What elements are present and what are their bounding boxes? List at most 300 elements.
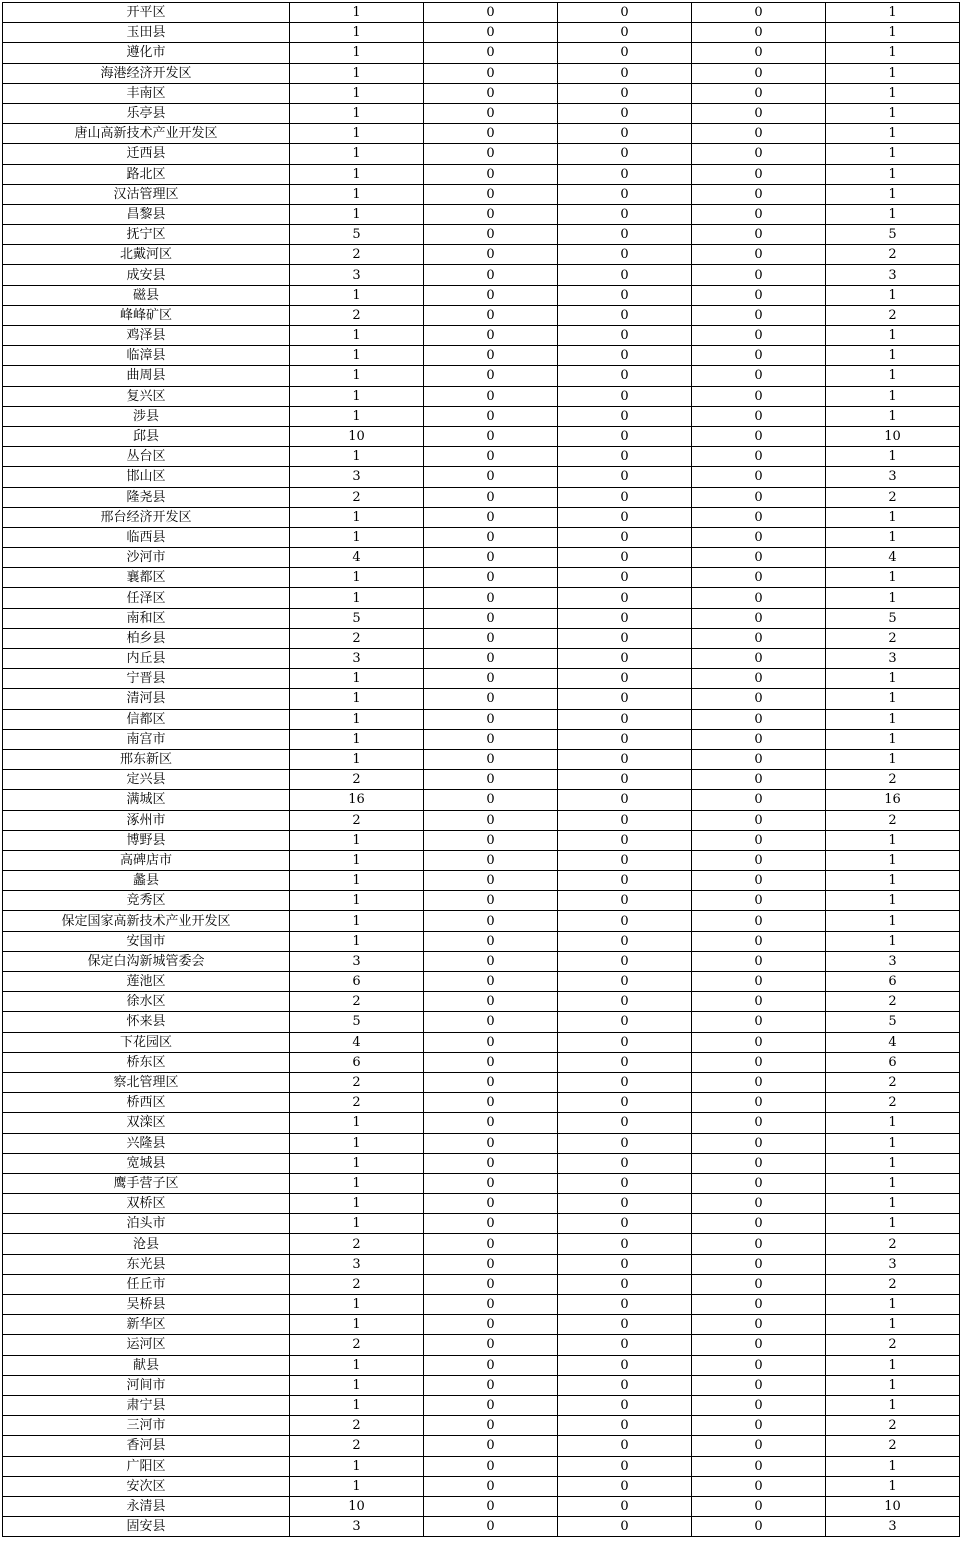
- region-name-cell: 东光县: [3, 1254, 290, 1274]
- count-col-3-cell: 0: [558, 669, 692, 689]
- region-name-cell: 成安县: [3, 265, 290, 285]
- table-row: [3, 770, 960, 790]
- count-col-1-cell: 2: [290, 992, 424, 1012]
- total-cell: 1: [826, 507, 960, 527]
- count-col-3-cell: 0: [558, 689, 692, 709]
- count-col-2-cell: 0: [424, 1436, 558, 1456]
- table-row: [3, 1113, 960, 1133]
- table-row: [3, 1517, 960, 1537]
- region-name-cell: 隆尧县: [3, 487, 290, 507]
- table-row: [3, 689, 960, 709]
- count-col-3-cell: 0: [558, 124, 692, 144]
- region-name-cell: 广阳区: [3, 1456, 290, 1476]
- count-col-2-cell: 0: [424, 709, 558, 729]
- count-col-4-cell: 0: [692, 992, 826, 1012]
- region-name-cell: 桥西区: [3, 1093, 290, 1113]
- table-row: [3, 23, 960, 43]
- count-col-2-cell: 0: [424, 1375, 558, 1395]
- count-col-3-cell: 0: [558, 366, 692, 386]
- region-name-cell: 邱县: [3, 426, 290, 446]
- total-cell: 1: [826, 669, 960, 689]
- count-col-4-cell: 0: [692, 447, 826, 467]
- table-row: [3, 608, 960, 628]
- table-row: [3, 43, 960, 63]
- count-col-4-cell: 0: [692, 891, 826, 911]
- count-col-2-cell: 0: [424, 1113, 558, 1133]
- table-row: [3, 447, 960, 467]
- count-col-4-cell: 0: [692, 709, 826, 729]
- region-name-cell: 丛台区: [3, 447, 290, 467]
- count-col-2-cell: 0: [424, 1012, 558, 1032]
- count-col-2-cell: 0: [424, 568, 558, 588]
- table-row: [3, 1476, 960, 1496]
- count-col-3-cell: 0: [558, 972, 692, 992]
- count-col-2-cell: 0: [424, 366, 558, 386]
- count-col-2-cell: 0: [424, 406, 558, 426]
- count-col-2-cell: 0: [424, 669, 558, 689]
- table-row: [3, 1416, 960, 1436]
- region-name-cell: 保定国家高新技术产业开发区: [3, 911, 290, 931]
- region-name-cell: 昌黎县: [3, 204, 290, 224]
- region-name-cell: 蠡县: [3, 871, 290, 891]
- count-col-3-cell: 0: [558, 1153, 692, 1173]
- count-col-4-cell: 0: [692, 1113, 826, 1133]
- table-row: [3, 1133, 960, 1153]
- table-row: [3, 951, 960, 971]
- count-col-1-cell: 1: [290, 689, 424, 709]
- count-col-1-cell: 1: [290, 1194, 424, 1214]
- total-cell: 1: [826, 1194, 960, 1214]
- total-cell: 2: [826, 992, 960, 1012]
- table-row: [3, 467, 960, 487]
- count-col-1-cell: 2: [290, 1274, 424, 1294]
- region-name-cell: 宁晋县: [3, 669, 290, 689]
- count-col-3-cell: 0: [558, 1072, 692, 1092]
- count-col-4-cell: 0: [692, 1517, 826, 1537]
- count-col-1-cell: 4: [290, 1032, 424, 1052]
- table-row: [3, 749, 960, 769]
- count-col-4-cell: 0: [692, 406, 826, 426]
- count-col-3-cell: 0: [558, 1194, 692, 1214]
- count-col-1-cell: 16: [290, 790, 424, 810]
- count-col-4-cell: 0: [692, 507, 826, 527]
- count-col-2-cell: 0: [424, 992, 558, 1012]
- table-row: [3, 265, 960, 285]
- region-name-cell: 新华区: [3, 1315, 290, 1335]
- table-row: [3, 1254, 960, 1274]
- count-col-3-cell: 0: [558, 951, 692, 971]
- region-name-cell: 桥东区: [3, 1052, 290, 1072]
- count-col-3-cell: 0: [558, 63, 692, 83]
- region-name-cell: 定兴县: [3, 770, 290, 790]
- total-cell: 2: [826, 1335, 960, 1355]
- count-col-1-cell: 1: [290, 669, 424, 689]
- total-cell: 2: [826, 770, 960, 790]
- total-cell: 1: [826, 689, 960, 709]
- count-col-4-cell: 0: [692, 184, 826, 204]
- count-col-3-cell: 0: [558, 568, 692, 588]
- total-cell: 5: [826, 1012, 960, 1032]
- count-col-3-cell: 0: [558, 386, 692, 406]
- total-cell: 1: [826, 144, 960, 164]
- count-col-1-cell: 1: [290, 366, 424, 386]
- count-col-4-cell: 0: [692, 1496, 826, 1516]
- count-col-1-cell: 10: [290, 426, 424, 446]
- count-col-3-cell: 0: [558, 23, 692, 43]
- count-col-3-cell: 0: [558, 1436, 692, 1456]
- table-row: [3, 63, 960, 83]
- count-col-1-cell: 1: [290, 346, 424, 366]
- count-col-1-cell: 1: [290, 1476, 424, 1496]
- count-col-4-cell: 0: [692, 810, 826, 830]
- total-cell: 1: [826, 164, 960, 184]
- count-col-4-cell: 0: [692, 63, 826, 83]
- table-row: [3, 1395, 960, 1415]
- count-col-4-cell: 0: [692, 850, 826, 870]
- count-col-3-cell: 0: [558, 1173, 692, 1193]
- count-col-3-cell: 0: [558, 467, 692, 487]
- count-col-3-cell: 0: [558, 1234, 692, 1254]
- count-col-4-cell: 0: [692, 467, 826, 487]
- count-col-4-cell: 0: [692, 588, 826, 608]
- total-cell: 1: [826, 1456, 960, 1476]
- count-col-3-cell: 0: [558, 608, 692, 628]
- total-cell: 5: [826, 608, 960, 628]
- table-row: [3, 487, 960, 507]
- region-name-cell: 襄都区: [3, 568, 290, 588]
- count-col-1-cell: 1: [290, 285, 424, 305]
- count-col-4-cell: 0: [692, 1335, 826, 1355]
- count-col-2-cell: 0: [424, 467, 558, 487]
- count-col-4-cell: 0: [692, 1234, 826, 1254]
- total-cell: 2: [826, 1436, 960, 1456]
- count-col-3-cell: 0: [558, 790, 692, 810]
- region-name-cell: 内丘县: [3, 649, 290, 669]
- total-cell: 1: [826, 23, 960, 43]
- count-col-1-cell: 1: [290, 406, 424, 426]
- region-name-cell: 柏乡县: [3, 628, 290, 648]
- total-cell: 1: [826, 588, 960, 608]
- count-col-2-cell: 0: [424, 972, 558, 992]
- count-col-3-cell: 0: [558, 830, 692, 850]
- count-col-2-cell: 0: [424, 1153, 558, 1173]
- count-col-3-cell: 0: [558, 3, 692, 23]
- count-col-2-cell: 0: [424, 1395, 558, 1415]
- total-cell: 3: [826, 1254, 960, 1274]
- count-col-1-cell: 2: [290, 1436, 424, 1456]
- table-row: [3, 346, 960, 366]
- table-row: [3, 225, 960, 245]
- count-col-1-cell: 1: [290, 1173, 424, 1193]
- count-col-1-cell: 3: [290, 467, 424, 487]
- count-col-4-cell: 0: [692, 346, 826, 366]
- region-name-cell: 三河市: [3, 1416, 290, 1436]
- count-col-1-cell: 6: [290, 972, 424, 992]
- count-col-1-cell: 2: [290, 245, 424, 265]
- count-col-2-cell: 0: [424, 326, 558, 346]
- table-row: [3, 992, 960, 1012]
- count-col-2-cell: 0: [424, 1052, 558, 1072]
- total-cell: 1: [826, 386, 960, 406]
- count-col-3-cell: 0: [558, 426, 692, 446]
- count-col-1-cell: 1: [290, 931, 424, 951]
- region-name-cell: 北戴河区: [3, 245, 290, 265]
- count-col-1-cell: 2: [290, 1335, 424, 1355]
- total-cell: 3: [826, 951, 960, 971]
- region-name-cell: 下花园区: [3, 1032, 290, 1052]
- table-row: [3, 184, 960, 204]
- count-col-3-cell: 0: [558, 729, 692, 749]
- total-cell: 16: [826, 790, 960, 810]
- total-cell: 1: [826, 124, 960, 144]
- count-col-1-cell: 1: [290, 1395, 424, 1415]
- total-cell: 6: [826, 1052, 960, 1072]
- region-name-cell: 邯山区: [3, 467, 290, 487]
- count-col-2-cell: 0: [424, 689, 558, 709]
- count-col-2-cell: 0: [424, 124, 558, 144]
- count-col-4-cell: 0: [692, 103, 826, 123]
- table-row: [3, 709, 960, 729]
- total-cell: 3: [826, 1517, 960, 1537]
- region-name-cell: 徐水区: [3, 992, 290, 1012]
- count-col-2-cell: 0: [424, 144, 558, 164]
- count-col-2-cell: 0: [424, 1133, 558, 1153]
- total-cell: 6: [826, 972, 960, 992]
- count-col-4-cell: 0: [692, 770, 826, 790]
- total-cell: 2: [826, 487, 960, 507]
- count-col-2-cell: 0: [424, 931, 558, 951]
- count-col-1-cell: 10: [290, 1496, 424, 1516]
- region-name-cell: 邢东新区: [3, 749, 290, 769]
- count-col-1-cell: 1: [290, 164, 424, 184]
- count-col-1-cell: 3: [290, 265, 424, 285]
- count-col-1-cell: 1: [290, 729, 424, 749]
- count-col-3-cell: 0: [558, 588, 692, 608]
- region-name-cell: 玉田县: [3, 23, 290, 43]
- count-col-2-cell: 0: [424, 871, 558, 891]
- count-col-2-cell: 0: [424, 608, 558, 628]
- count-col-4-cell: 0: [692, 144, 826, 164]
- count-col-2-cell: 0: [424, 911, 558, 931]
- count-col-4-cell: 0: [692, 548, 826, 568]
- table-row: [3, 1315, 960, 1335]
- total-cell: 3: [826, 265, 960, 285]
- count-col-3-cell: 0: [558, 709, 692, 729]
- total-cell: 1: [826, 850, 960, 870]
- count-col-1-cell: 1: [290, 1355, 424, 1375]
- table-row: [3, 103, 960, 123]
- count-col-2-cell: 0: [424, 628, 558, 648]
- total-cell: 1: [826, 63, 960, 83]
- count-col-4-cell: 0: [692, 1052, 826, 1072]
- count-col-1-cell: 2: [290, 305, 424, 325]
- total-cell: 1: [826, 1295, 960, 1315]
- total-cell: 1: [826, 1375, 960, 1395]
- total-cell: 1: [826, 1395, 960, 1415]
- table-row: [3, 1274, 960, 1294]
- total-cell: 1: [826, 830, 960, 850]
- table-row: [3, 588, 960, 608]
- count-col-4-cell: 0: [692, 124, 826, 144]
- count-col-3-cell: 0: [558, 911, 692, 931]
- count-col-3-cell: 0: [558, 1335, 692, 1355]
- count-col-1-cell: 1: [290, 871, 424, 891]
- count-col-3-cell: 0: [558, 265, 692, 285]
- count-col-4-cell: 0: [692, 669, 826, 689]
- region-name-cell: 安次区: [3, 1476, 290, 1496]
- count-col-3-cell: 0: [558, 628, 692, 648]
- table-row: [3, 164, 960, 184]
- table-row: [3, 1234, 960, 1254]
- count-col-3-cell: 0: [558, 346, 692, 366]
- count-col-2-cell: 0: [424, 184, 558, 204]
- table-row: [3, 3, 960, 23]
- count-col-4-cell: 0: [692, 1214, 826, 1234]
- total-cell: 1: [826, 43, 960, 63]
- table-row: [3, 527, 960, 547]
- count-col-3-cell: 0: [558, 749, 692, 769]
- count-col-1-cell: 1: [290, 184, 424, 204]
- count-col-3-cell: 0: [558, 1032, 692, 1052]
- count-col-2-cell: 0: [424, 23, 558, 43]
- count-col-3-cell: 0: [558, 891, 692, 911]
- total-cell: 1: [826, 406, 960, 426]
- table-row: [3, 406, 960, 426]
- count-col-4-cell: 0: [692, 1375, 826, 1395]
- table-row: [3, 1496, 960, 1516]
- total-cell: 1: [826, 1113, 960, 1133]
- region-name-cell: 遵化市: [3, 43, 290, 63]
- table-row: [3, 204, 960, 224]
- region-name-cell: 磁县: [3, 285, 290, 305]
- count-col-3-cell: 0: [558, 1416, 692, 1436]
- count-col-1-cell: 1: [290, 1153, 424, 1173]
- table-row: [3, 1335, 960, 1355]
- total-cell: 3: [826, 649, 960, 669]
- table-row: [3, 871, 960, 891]
- table-row: [3, 124, 960, 144]
- count-col-3-cell: 0: [558, 83, 692, 103]
- count-col-3-cell: 0: [558, 1496, 692, 1516]
- count-col-4-cell: 0: [692, 1093, 826, 1113]
- total-cell: 2: [826, 1234, 960, 1254]
- count-col-4-cell: 0: [692, 830, 826, 850]
- count-col-4-cell: 0: [692, 568, 826, 588]
- count-col-4-cell: 0: [692, 3, 826, 23]
- count-col-2-cell: 0: [424, 63, 558, 83]
- count-col-1-cell: 1: [290, 326, 424, 346]
- table-row: [3, 810, 960, 830]
- total-cell: 3: [826, 467, 960, 487]
- table-row: [3, 1355, 960, 1375]
- total-cell: 1: [826, 285, 960, 305]
- count-col-4-cell: 0: [692, 1416, 826, 1436]
- table-row: [3, 1173, 960, 1193]
- total-cell: 1: [826, 447, 960, 467]
- count-col-2-cell: 0: [424, 810, 558, 830]
- table-row: [3, 1032, 960, 1052]
- count-col-1-cell: 1: [290, 144, 424, 164]
- region-name-cell: 路北区: [3, 164, 290, 184]
- count-col-4-cell: 0: [692, 164, 826, 184]
- region-name-cell: 察北管理区: [3, 1072, 290, 1092]
- region-name-cell: 双滦区: [3, 1113, 290, 1133]
- count-col-4-cell: 0: [692, 649, 826, 669]
- total-cell: 2: [826, 1072, 960, 1092]
- table-row: [3, 386, 960, 406]
- region-name-cell: 涉县: [3, 406, 290, 426]
- count-col-3-cell: 0: [558, 992, 692, 1012]
- table-row: [3, 1194, 960, 1214]
- count-col-2-cell: 0: [424, 1476, 558, 1496]
- total-cell: 1: [826, 1133, 960, 1153]
- region-name-cell: 涿州市: [3, 810, 290, 830]
- count-col-2-cell: 0: [424, 507, 558, 527]
- count-col-2-cell: 0: [424, 729, 558, 749]
- count-col-4-cell: 0: [692, 790, 826, 810]
- count-col-2-cell: 0: [424, 225, 558, 245]
- total-cell: 1: [826, 749, 960, 769]
- count-col-4-cell: 0: [692, 1476, 826, 1496]
- count-col-4-cell: 0: [692, 931, 826, 951]
- table-row: [3, 649, 960, 669]
- count-col-4-cell: 0: [692, 43, 826, 63]
- table-row: [3, 891, 960, 911]
- count-col-4-cell: 0: [692, 225, 826, 245]
- count-col-2-cell: 0: [424, 1254, 558, 1274]
- total-cell: 1: [826, 103, 960, 123]
- region-name-cell: 复兴区: [3, 386, 290, 406]
- count-col-1-cell: 2: [290, 810, 424, 830]
- count-col-3-cell: 0: [558, 225, 692, 245]
- count-col-4-cell: 0: [692, 1032, 826, 1052]
- count-col-4-cell: 0: [692, 1153, 826, 1173]
- count-col-2-cell: 0: [424, 1274, 558, 1294]
- table-row: [3, 83, 960, 103]
- total-cell: 1: [826, 366, 960, 386]
- count-col-1-cell: 5: [290, 1012, 424, 1032]
- total-cell: 1: [826, 871, 960, 891]
- region-name-cell: 博野县: [3, 830, 290, 850]
- table-row: [3, 1093, 960, 1113]
- region-name-cell: 汉沽管理区: [3, 184, 290, 204]
- table-row: [3, 426, 960, 446]
- count-col-4-cell: 0: [692, 1254, 826, 1274]
- total-cell: 1: [826, 184, 960, 204]
- region-name-cell: 香河县: [3, 1436, 290, 1456]
- table-row: [3, 366, 960, 386]
- count-col-2-cell: 0: [424, 1214, 558, 1234]
- total-cell: 4: [826, 548, 960, 568]
- count-col-1-cell: 1: [290, 63, 424, 83]
- count-col-2-cell: 0: [424, 548, 558, 568]
- count-col-1-cell: 1: [290, 1133, 424, 1153]
- count-col-2-cell: 0: [424, 850, 558, 870]
- count-col-1-cell: 1: [290, 43, 424, 63]
- count-col-1-cell: 1: [290, 709, 424, 729]
- count-col-3-cell: 0: [558, 931, 692, 951]
- region-name-cell: 安国市: [3, 931, 290, 951]
- count-col-4-cell: 0: [692, 972, 826, 992]
- count-col-3-cell: 0: [558, 1052, 692, 1072]
- count-col-4-cell: 0: [692, 487, 826, 507]
- total-cell: 1: [826, 709, 960, 729]
- count-col-3-cell: 0: [558, 1274, 692, 1294]
- table-row: [3, 669, 960, 689]
- count-col-3-cell: 0: [558, 649, 692, 669]
- table-row: [3, 1214, 960, 1234]
- count-col-4-cell: 0: [692, 1355, 826, 1375]
